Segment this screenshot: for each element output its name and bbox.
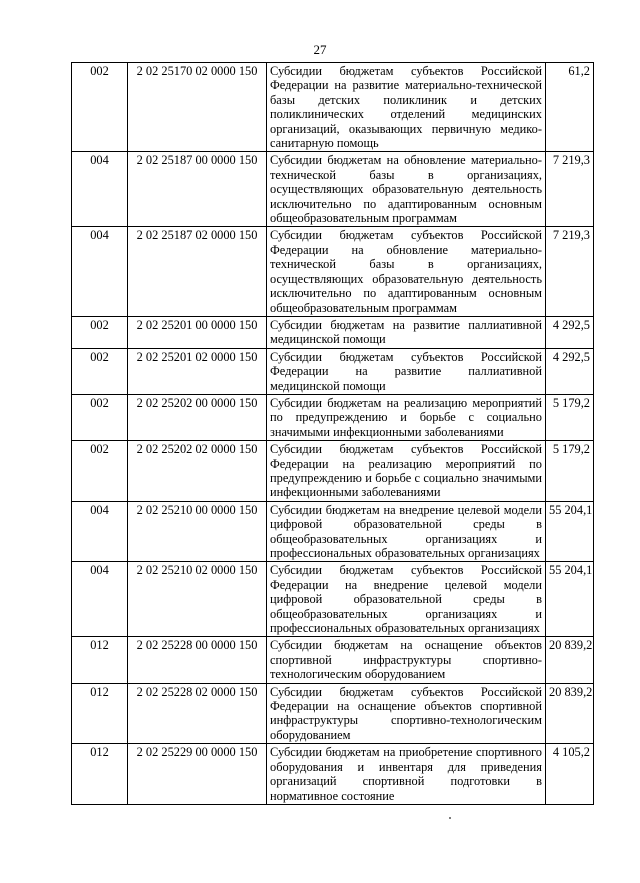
admin-code-cell: 012 [72, 683, 128, 744]
table-row [72, 394, 594, 440]
budget-revenue-table [71, 62, 594, 805]
admin-code-cell: 002 [72, 348, 128, 394]
budget-classification-code-cell: 2 02 25228 00 0000 150 [128, 637, 267, 683]
amount-cell: 5 179,2 [546, 394, 594, 440]
admin-code-cell: 004 [72, 227, 128, 316]
amount-cell: 5 179,2 [546, 441, 594, 502]
revenue-name-cell: Субсидии бюджетам на внедрение целевой модели цифровой образовательной среды в общеобразовательных организациях и профессиональных образовательных организациях [267, 501, 546, 562]
budget-classification-code-cell: 2 02 25187 00 0000 150 [128, 152, 267, 227]
revenue-name-cell: Субсидии бюджетам на приобретение спортивного оборудования и инвентаря для приведения организаций спортивной подготовки в нормативное состояние [267, 744, 546, 805]
budget-classification-code-cell: 2 02 25210 02 0000 150 [128, 562, 267, 637]
table-row [72, 152, 594, 227]
table-row [72, 348, 594, 394]
revenue-name-cell: Субсидии бюджетам субъектов Российской Федерации на развитие паллиативной медицинской помощи [267, 348, 546, 394]
amount-cell: 4 292,5 [546, 348, 594, 394]
revenue-name-cell: Субсидии бюджетам субъектов Российской Федерации на реализацию мероприятий по предупреждению и борьбе с социально значимыми инфекционными заболеваниями [267, 441, 546, 502]
table-row [72, 316, 594, 348]
budget-classification-code-cell: 2 02 25201 02 0000 150 [128, 348, 267, 394]
budget-classification-code-cell: 2 02 25202 00 0000 150 [128, 394, 267, 440]
admin-code-cell: 002 [72, 63, 128, 152]
table-row [72, 441, 594, 502]
revenue-name-cell: Субсидии бюджетам на оснащение объектов спортивной инфраструктуры спортивно-технологическим оборудованием [267, 637, 546, 683]
budget-classification-code-cell: 2 02 25201 00 0000 150 [128, 316, 267, 348]
budget-classification-code-cell: 2 02 25187 02 0000 150 [128, 227, 267, 316]
admin-code-cell: 004 [72, 501, 128, 562]
revenue-name-cell: Субсидии бюджетам на реализацию мероприятий по предупреждению и борьбе с социально значимыми инфекционными заболеваниями [267, 394, 546, 440]
table-row [72, 227, 594, 316]
amount-cell: 7 219,3 [546, 152, 594, 227]
table-row [72, 683, 594, 744]
revenue-name-cell: Субсидии бюджетам субъектов Российской Федерации на внедрение целевой модели цифровой образовательной среды в общеобразовательных организациях и профессиональных образовательных организациях [267, 562, 546, 637]
admin-code-cell: 012 [72, 637, 128, 683]
admin-code-cell: 004 [72, 152, 128, 227]
table-row [72, 501, 594, 562]
admin-code-cell: 002 [72, 316, 128, 348]
admin-code-cell: 002 [72, 441, 128, 502]
amount-cell: 61,2 [546, 63, 594, 152]
revenue-name-cell: Субсидии бюджетам субъектов Российской Федерации на развитие материально-технической базы детских поликлиник и детских поликлинических отделений медицинских организаций, оказывающих первичную медико-санитарную помощь [267, 63, 546, 152]
admin-code-cell: 012 [72, 744, 128, 805]
amount-cell: 4 292,5 [546, 316, 594, 348]
table-row [72, 637, 594, 683]
table-row [72, 744, 594, 805]
scan-speck [449, 817, 451, 819]
table-row [72, 562, 594, 637]
budget-classification-code-cell: 2 02 25202 02 0000 150 [128, 441, 267, 502]
revenue-name-cell: Субсидии бюджетам субъектов Российской Федерации на обновление материально-технической базы в организациях, осуществляющих образовательную деятельность исключительно по адаптированным основным общеобразовательным программам [267, 227, 546, 316]
amount-cell: 7 219,3 [546, 227, 594, 316]
admin-code-cell: 004 [72, 562, 128, 637]
amount-cell: 55 204,1 [546, 501, 594, 562]
admin-code-cell: 002 [72, 394, 128, 440]
amount-cell: 20 839,2 [546, 683, 594, 744]
table-row [72, 63, 594, 152]
budget-classification-code-cell: 2 02 25229 00 0000 150 [128, 744, 267, 805]
revenue-name-cell: Субсидии бюджетам на обновление материально-технической базы в организациях, осуществляющих образовательную деятельность исключительно по адаптированным основным общеобразовательным программам [267, 152, 546, 227]
budget-classification-code-cell: 2 02 25170 02 0000 150 [128, 63, 267, 152]
budget-classification-code-cell: 2 02 25228 02 0000 150 [128, 683, 267, 744]
amount-cell: 4 105,2 [546, 744, 594, 805]
amount-cell: 55 204,1 [546, 562, 594, 637]
revenue-name-cell: Субсидии бюджетам субъектов Российской Федерации на оснащение объектов спортивной инфраструктуры спортивно-технологическим оборудованием [267, 683, 546, 744]
budget-classification-code-cell: 2 02 25210 00 0000 150 [128, 501, 267, 562]
page-number: 27 [313, 42, 327, 57]
revenue-name-cell: Субсидии бюджетам на развитие паллиативной медицинской помощи [267, 316, 546, 348]
amount-cell: 20 839,2 [546, 637, 594, 683]
